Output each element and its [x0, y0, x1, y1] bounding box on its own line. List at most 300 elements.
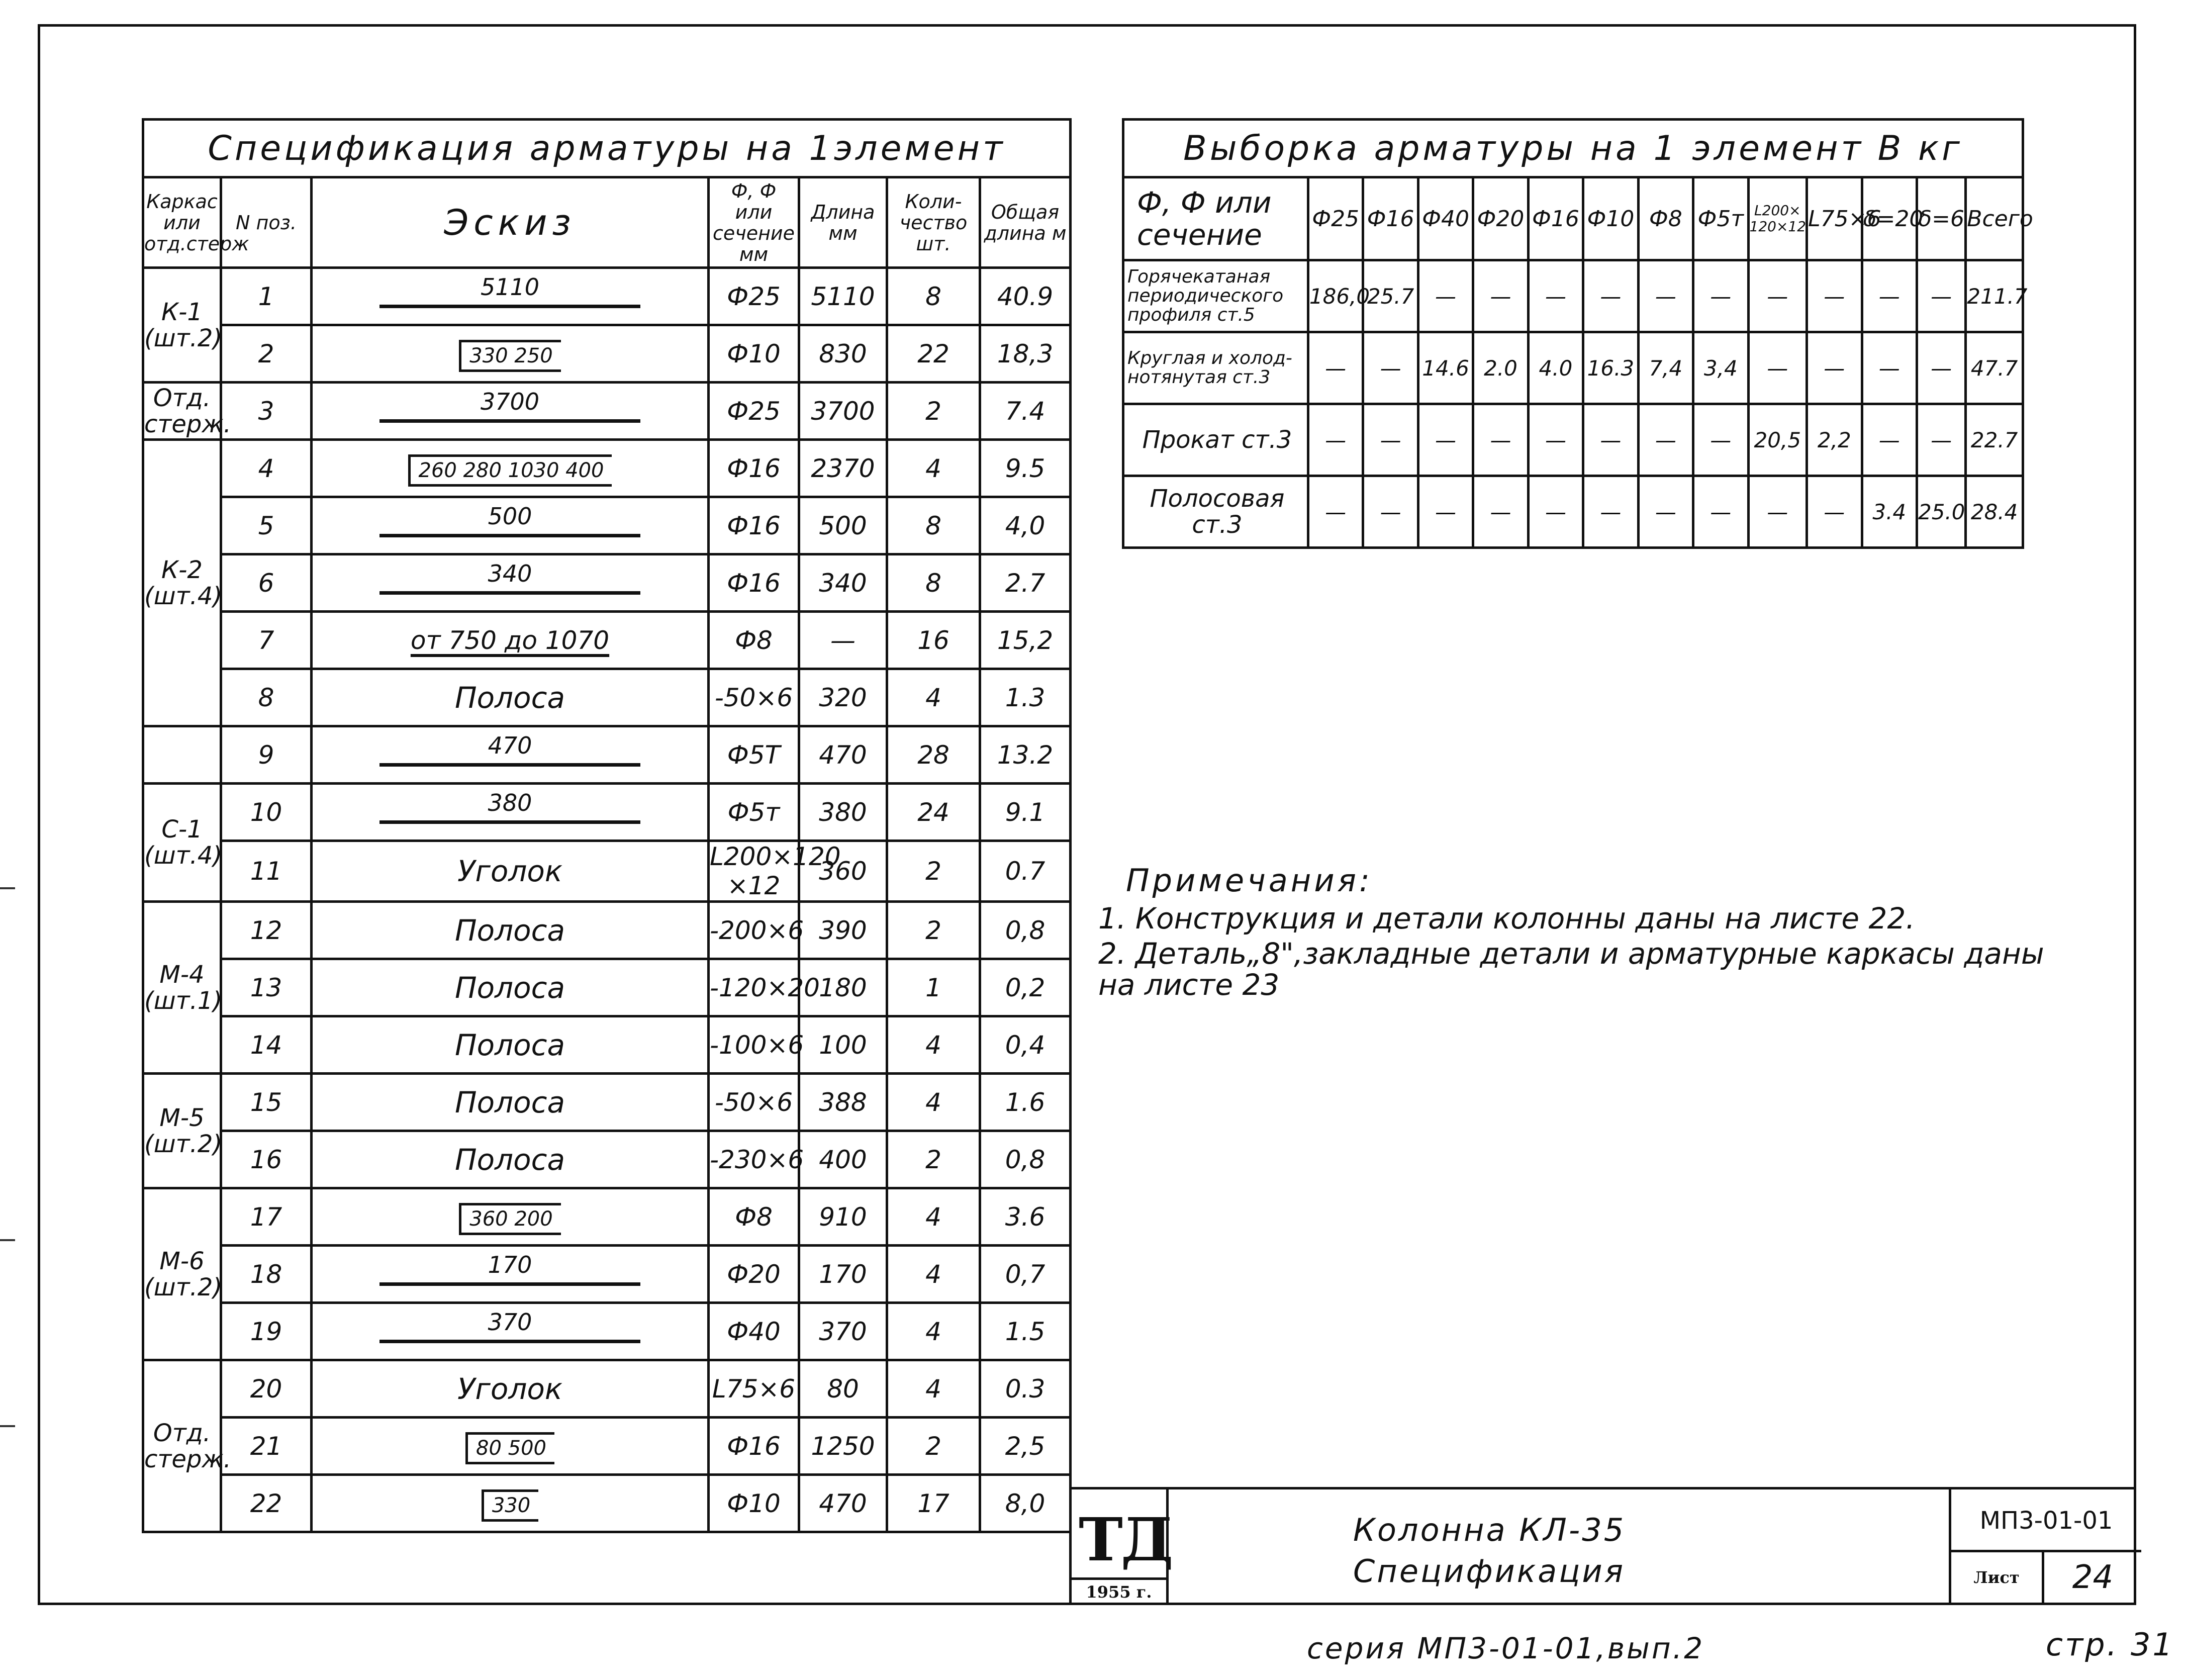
spec-sketch	[312, 784, 709, 841]
spec-sketch	[312, 1131, 709, 1188]
spec-position: 8	[221, 669, 312, 726]
spec-header-group: Каркас или отд.стерж	[143, 177, 221, 268]
rebar-length-label: 370	[488, 1308, 532, 1336]
spec-sketch	[312, 1303, 709, 1360]
selection-cell: 25.0	[1917, 476, 1965, 548]
spec-len: 320	[799, 669, 887, 726]
spec-len: 2370	[799, 440, 887, 497]
spec-total: 1.5	[980, 1303, 1071, 1360]
selection-row	[1123, 476, 2023, 548]
spec-position: 3	[221, 383, 312, 440]
spec-sketch	[312, 1475, 709, 1532]
rebar-length-label: 500	[488, 502, 532, 530]
selection-cell: —	[1917, 332, 1965, 404]
spec-total: 8,0	[980, 1475, 1071, 1532]
spec-len: 340	[799, 554, 887, 612]
rebar-line	[379, 591, 640, 595]
selection-cell: —	[1583, 260, 1638, 332]
spec-total: 0,8	[980, 1131, 1071, 1188]
spec-sketch	[312, 440, 709, 497]
spec-sketch	[312, 841, 709, 902]
rebar-line	[379, 763, 640, 767]
spec-qty: 16	[887, 612, 980, 669]
selection-column-header: Ф8	[1638, 177, 1693, 260]
spec-group-label	[143, 726, 221, 784]
selection-cell: —	[1528, 260, 1583, 332]
spec-total: 40.9	[980, 268, 1071, 325]
spec-qty: 2	[887, 383, 980, 440]
selection-cell: —	[1748, 476, 1807, 548]
spec-position: 22	[221, 1475, 312, 1532]
spec-position: 15	[221, 1074, 312, 1131]
selection-cell: —	[1473, 404, 1528, 476]
spec-sketch	[312, 959, 709, 1016]
selection-cell: —	[1693, 260, 1748, 332]
spec-row	[143, 554, 1071, 612]
td-logo-mark: ТД	[1079, 1505, 1172, 1574]
spec-position: 1	[221, 268, 312, 325]
spec-group-label: М-6 (шт.2)	[143, 1188, 221, 1360]
spec-sketch	[312, 902, 709, 959]
spec-row	[143, 1418, 1071, 1475]
rebar-line	[379, 1340, 640, 1343]
selection-column-header: Ф25	[1308, 177, 1363, 260]
bent-bar-dimensions: 80 500	[465, 1432, 554, 1464]
spec-sketch	[312, 1016, 709, 1074]
selection-cell: —	[1528, 404, 1583, 476]
selection-column-header: Ф20	[1473, 177, 1528, 260]
sheet-label: Лист	[1951, 1550, 2044, 1605]
selection-cell: —	[1917, 404, 1965, 476]
rebar-line	[379, 1282, 640, 1286]
spec-row	[143, 497, 1071, 554]
spec-total: 4,0	[980, 497, 1071, 554]
selection-cell: —	[1308, 476, 1363, 548]
margin-tick	[0, 1425, 15, 1427]
spec-len: 180	[799, 959, 887, 1016]
drawing-name	[1353, 1510, 1626, 1592]
spec-qty: 4	[887, 1360, 980, 1418]
rebar-length-label: 5110	[480, 273, 540, 301]
selection-cell: —	[1862, 404, 1917, 476]
spec-position: 20	[221, 1360, 312, 1418]
spec-dia: -50×6	[709, 1074, 799, 1131]
spec-qty: 1	[887, 959, 980, 1016]
spec-position: 10	[221, 784, 312, 841]
sketch-description: Уголок	[457, 1371, 562, 1406]
spec-dia: Ф40	[709, 1303, 799, 1360]
selection-cell: —	[1807, 332, 1862, 404]
selection-column-header: L200× 120×12	[1748, 177, 1807, 260]
spec-header-length: Длина мм	[799, 177, 887, 268]
spec-sketch	[312, 1188, 709, 1246]
spec-position: 6	[221, 554, 312, 612]
spec-len: 388	[799, 1074, 887, 1131]
selection-cell: —	[1917, 260, 1965, 332]
spec-qty: 2	[887, 1418, 980, 1475]
spec-total: 0,2	[980, 959, 1071, 1016]
spec-dia: L75×6	[709, 1360, 799, 1418]
document-code: МП3-01-01	[1951, 1489, 2141, 1552]
spec-sketch	[312, 268, 709, 325]
spec-row	[143, 669, 1071, 726]
selection-cell: —	[1693, 476, 1748, 548]
spec-position: 13	[221, 959, 312, 1016]
selection-cell: 211.7	[1966, 260, 2023, 332]
selection-cell: —	[1638, 404, 1693, 476]
spec-title: Спецификация арматуры на 1элемент	[143, 120, 1071, 177]
selection-cell: 20,5	[1748, 404, 1807, 476]
spec-len: 400	[799, 1131, 887, 1188]
spec-row	[143, 1303, 1071, 1360]
note-item: 2. Деталь„8",закладные детали и арматурные каркасы даны на листе 23	[1098, 937, 2044, 1002]
selection-title: Выборка арматуры на 1 элемент В кг	[1123, 120, 2023, 177]
reinforcement-selection-table	[1122, 118, 2033, 549]
selection-cell: 28.4	[1966, 476, 2023, 548]
spec-group-label: К-2 (шт.4)	[143, 440, 221, 726]
spec-dia: Ф16	[709, 497, 799, 554]
rebar-length-label: 3700	[480, 388, 540, 415]
selection-cell: —	[1748, 260, 1807, 332]
spec-len: 380	[799, 784, 887, 841]
spec-total: 0.3	[980, 1360, 1071, 1418]
spec-len: 170	[799, 1246, 887, 1303]
selection-row-name: Горячекатаная периодического профиля ст.5	[1123, 260, 1308, 332]
notes-title: Примечания:	[1126, 862, 1373, 899]
spec-dia: L200×120 ×12	[709, 841, 799, 902]
selection-cell: 16.3	[1583, 332, 1638, 404]
spec-header-sketch: Эскиз	[312, 177, 709, 268]
spec-dia: -200×6	[709, 902, 799, 959]
spec-len: 80	[799, 1360, 887, 1418]
sketch-description: Полоса	[454, 680, 565, 715]
spec-len: 470	[799, 726, 887, 784]
spec-len: 3700	[799, 383, 887, 440]
spec-qty: 4	[887, 1016, 980, 1074]
rebar-length-label: 340	[488, 559, 532, 587]
spec-sketch	[312, 1360, 709, 1418]
selection-cell: —	[1418, 476, 1473, 548]
spec-row	[143, 902, 1071, 959]
selection-column-header: Ф16	[1363, 177, 1418, 260]
selection-header-section: Ф, Ф или сечение	[1123, 177, 1308, 260]
spec-len: 5110	[799, 268, 887, 325]
spec-row	[143, 1246, 1071, 1303]
sketch-description: Уголок	[457, 854, 562, 888]
selection-cell: 3.4	[1862, 476, 1917, 548]
spec-group-label: М-4 (шт.1)	[143, 902, 221, 1074]
selection-cell: 25.7	[1363, 260, 1418, 332]
spec-sketch	[312, 1246, 709, 1303]
spec-qty: 2	[887, 841, 980, 902]
series-caption: серия МП3-01-01,вып.2	[1307, 1631, 1705, 1665]
spec-dia: -100×6	[709, 1016, 799, 1074]
sheet-info	[1949, 1489, 2141, 1605]
drawing-name-line2: Спецификация	[1353, 1553, 1626, 1590]
spec-row	[143, 959, 1071, 1016]
selection-column-header: δ=20	[1862, 177, 1917, 260]
page-number: стр. 31	[2046, 1626, 2174, 1663]
bent-bar-dimensions: 360 200	[459, 1203, 560, 1235]
selection-cell: —	[1363, 332, 1418, 404]
rebar-length-range: от 750 до 1070	[410, 625, 610, 655]
selection-cell: —	[1308, 332, 1363, 404]
spec-position: 17	[221, 1188, 312, 1246]
spec-group-label: К-1 (шт.2)	[143, 268, 221, 383]
selection-cell: —	[1807, 476, 1862, 548]
spec-dia: Ф25	[709, 268, 799, 325]
reinforcement-specification-table	[142, 118, 1072, 1533]
selection-row	[1123, 260, 2023, 332]
selection-cell: —	[1528, 476, 1583, 548]
drawing-name-line1: Колонна КЛ-35	[1353, 1512, 1626, 1548]
spec-total: 0,8	[980, 902, 1071, 959]
logo-year: 1955 г.	[1072, 1577, 1166, 1605]
spec-row	[143, 612, 1071, 669]
selection-column-header: Ф5т	[1693, 177, 1748, 260]
sketch-description: Полоса	[454, 1085, 565, 1119]
selection-column-header: L75×6	[1807, 177, 1862, 260]
sketch-description: Полоса	[454, 1142, 565, 1177]
spec-position: 12	[221, 902, 312, 959]
rebar-line	[379, 820, 640, 824]
spec-row	[143, 1016, 1071, 1074]
spec-position: 9	[221, 726, 312, 784]
selection-cell: —	[1807, 260, 1862, 332]
selection-cell: 4.0	[1528, 332, 1583, 404]
spec-group-label: С-1 (шт.4)	[143, 784, 221, 902]
spec-dia: Ф25	[709, 383, 799, 440]
bent-bar-dimensions: 330	[482, 1489, 538, 1522]
bent-bar-dimensions: 260 280 1030 400	[408, 454, 612, 487]
spec-total: 0.7	[980, 841, 1071, 902]
spec-sketch	[312, 554, 709, 612]
selection-row	[1123, 332, 2023, 404]
selection-row-name: Полосовая ст.3	[1123, 476, 1308, 548]
rebar-length-label: 170	[488, 1251, 532, 1278]
spec-total: 1.6	[980, 1074, 1071, 1131]
spec-sketch	[312, 325, 709, 383]
spec-dia: -230×6	[709, 1131, 799, 1188]
spec-header-quantity: Коли- чество шт.	[887, 177, 980, 268]
selection-row-name: Круглая и холод- нотянутая ст.3	[1123, 332, 1308, 404]
spec-total: 1.3	[980, 669, 1071, 726]
spec-total: 0,4	[980, 1016, 1071, 1074]
spec-dia: Ф8	[709, 1188, 799, 1246]
selection-cell: 47.7	[1966, 332, 2023, 404]
spec-dia: Ф20	[709, 1246, 799, 1303]
spec-body	[143, 268, 1071, 1532]
spec-dia: Ф10	[709, 325, 799, 383]
spec-qty: 22	[887, 325, 980, 383]
spec-dia: -50×6	[709, 669, 799, 726]
spec-row	[143, 440, 1071, 497]
spec-total: 18,3	[980, 325, 1071, 383]
spec-group-label: М-5 (шт.2)	[143, 1074, 221, 1188]
sketch-description: Полоса	[454, 913, 565, 948]
rebar-length-label: 470	[488, 731, 532, 759]
spec-sketch	[312, 612, 709, 669]
selection-cell: —	[1473, 476, 1528, 548]
selection-cell: —	[1583, 404, 1638, 476]
spec-len: 910	[799, 1188, 887, 1246]
spec-total: 2,5	[980, 1418, 1071, 1475]
selection-cell: 3,4	[1693, 332, 1748, 404]
selection-cell: —	[1363, 404, 1418, 476]
spec-len: 470	[799, 1475, 887, 1532]
selection-cell: 2.0	[1473, 332, 1528, 404]
spec-len: 830	[799, 325, 887, 383]
spec-total: 9.1	[980, 784, 1071, 841]
spec-qty: 4	[887, 1303, 980, 1360]
spec-group-label: Отд. стерж.	[143, 1360, 221, 1532]
spec-row	[143, 784, 1071, 841]
spec-sketch	[312, 726, 709, 784]
selection-cell: —	[1363, 476, 1418, 548]
spec-len: 360	[799, 841, 887, 902]
selection-cell: 22.7	[1966, 404, 2023, 476]
spec-position: 7	[221, 612, 312, 669]
spec-position: 11	[221, 841, 312, 902]
selection-cell: —	[1638, 260, 1693, 332]
spec-len: 100	[799, 1016, 887, 1074]
spec-dia: Ф10	[709, 1475, 799, 1532]
selection-cell: —	[1418, 404, 1473, 476]
spec-qty: 2	[887, 1131, 980, 1188]
spec-qty: 4	[887, 1188, 980, 1246]
spec-qty: 4	[887, 1074, 980, 1131]
spec-dia: Ф16	[709, 1418, 799, 1475]
spec-len: 390	[799, 902, 887, 959]
selection-cell: —	[1862, 260, 1917, 332]
spec-total: 2.7	[980, 554, 1071, 612]
selection-row	[1123, 404, 2023, 476]
spec-row	[143, 1074, 1071, 1131]
spec-row	[143, 1131, 1071, 1188]
spec-position: 19	[221, 1303, 312, 1360]
spec-sketch	[312, 383, 709, 440]
spec-len: 1250	[799, 1418, 887, 1475]
selection-cell: —	[1308, 404, 1363, 476]
spec-position: 18	[221, 1246, 312, 1303]
selection-cell: —	[1418, 260, 1473, 332]
spec-row	[143, 841, 1071, 902]
spec-position: 5	[221, 497, 312, 554]
spec-qty: 28	[887, 726, 980, 784]
spec-sketch	[312, 1074, 709, 1131]
spec-qty: 8	[887, 554, 980, 612]
spec-dia: Ф5т	[709, 784, 799, 841]
spec-row	[143, 383, 1071, 440]
spec-qty: 8	[887, 268, 980, 325]
spec-row	[143, 1360, 1071, 1418]
rebar-length-label: 380	[488, 789, 532, 816]
spec-total: 9.5	[980, 440, 1071, 497]
spec-total: 3.6	[980, 1188, 1071, 1246]
spec-dia: Ф16	[709, 554, 799, 612]
selection-body	[1123, 260, 2028, 548]
selection-column-header: Ф16	[1528, 177, 1583, 260]
selection-cell: —	[1473, 260, 1528, 332]
spec-sketch	[312, 497, 709, 554]
title-block	[1069, 1487, 2136, 1605]
spec-dia: Ф16	[709, 440, 799, 497]
note-item: 1. Конструкция и детали колонны даны на листе 22.	[1098, 901, 1915, 936]
sheet-number: 24	[2072, 1559, 2114, 1596]
selection-cell: 7,4	[1638, 332, 1693, 404]
sketch-description: Полоса	[454, 1028, 565, 1062]
spec-row	[143, 1475, 1071, 1532]
selection-cell: 2,2	[1807, 404, 1862, 476]
spec-qty: 8	[887, 497, 980, 554]
spec-qty: 4	[887, 440, 980, 497]
selection-column-header: Всего	[1966, 177, 2023, 260]
spec-len: 500	[799, 497, 887, 554]
spec-len: 370	[799, 1303, 887, 1360]
spec-row	[143, 1188, 1071, 1246]
spec-qty: 2	[887, 902, 980, 959]
notes	[1098, 862, 2078, 1000]
rebar-line	[379, 305, 640, 308]
spec-qty: 4	[887, 1246, 980, 1303]
rebar-line	[379, 419, 640, 423]
selection-column-header: Ф10	[1583, 177, 1638, 260]
spec-position: 2	[221, 325, 312, 383]
selection-cell: —	[1862, 332, 1917, 404]
spec-header-total-length: Общая длина м	[980, 177, 1071, 268]
spec-header-diameter: Ф, Ф или сечение мм	[709, 177, 799, 268]
spec-position: 16	[221, 1131, 312, 1188]
spec-position: 14	[221, 1016, 312, 1074]
td-logo	[1072, 1489, 1172, 1605]
spec-dia: Ф5Т	[709, 726, 799, 784]
spec-row	[143, 268, 1071, 325]
spec-total: 7.4	[980, 383, 1071, 440]
spec-header-pos: N поз.	[221, 177, 312, 268]
spec-row	[143, 726, 1071, 784]
spec-qty: 4	[887, 669, 980, 726]
margin-tick	[0, 887, 15, 889]
bent-bar-dimensions: 330 250	[459, 340, 560, 372]
selection-cell: —	[1638, 476, 1693, 548]
spec-qty: 24	[887, 784, 980, 841]
margin-tick	[0, 1239, 15, 1241]
spec-dia: -120×20	[709, 959, 799, 1016]
spec-group-label: Отд. стерж.	[143, 383, 221, 440]
spec-dia: Ф8	[709, 612, 799, 669]
sketch-description: Полоса	[454, 970, 565, 1005]
selection-cell: —	[1748, 332, 1807, 404]
selection-cell: 186,0	[1308, 260, 1363, 332]
spec-total: 15,2	[980, 612, 1071, 669]
spec-total: 13.2	[980, 726, 1071, 784]
rebar-line	[379, 534, 640, 537]
spec-row	[143, 325, 1071, 383]
spec-len: —	[799, 612, 887, 669]
spec-position: 21	[221, 1418, 312, 1475]
spec-sketch	[312, 669, 709, 726]
selection-column-header: Ф40	[1418, 177, 1473, 260]
spec-position: 4	[221, 440, 312, 497]
selection-row-name: Прокат ст.3	[1123, 404, 1308, 476]
selection-column-header: δ=6	[1917, 177, 1965, 260]
selection-cell: —	[1583, 476, 1638, 548]
selection-cell: 14.6	[1418, 332, 1473, 404]
spec-qty: 17	[887, 1475, 980, 1532]
spec-total: 0,7	[980, 1246, 1071, 1303]
selection-cell: —	[1693, 404, 1748, 476]
spec-sketch	[312, 1418, 709, 1475]
